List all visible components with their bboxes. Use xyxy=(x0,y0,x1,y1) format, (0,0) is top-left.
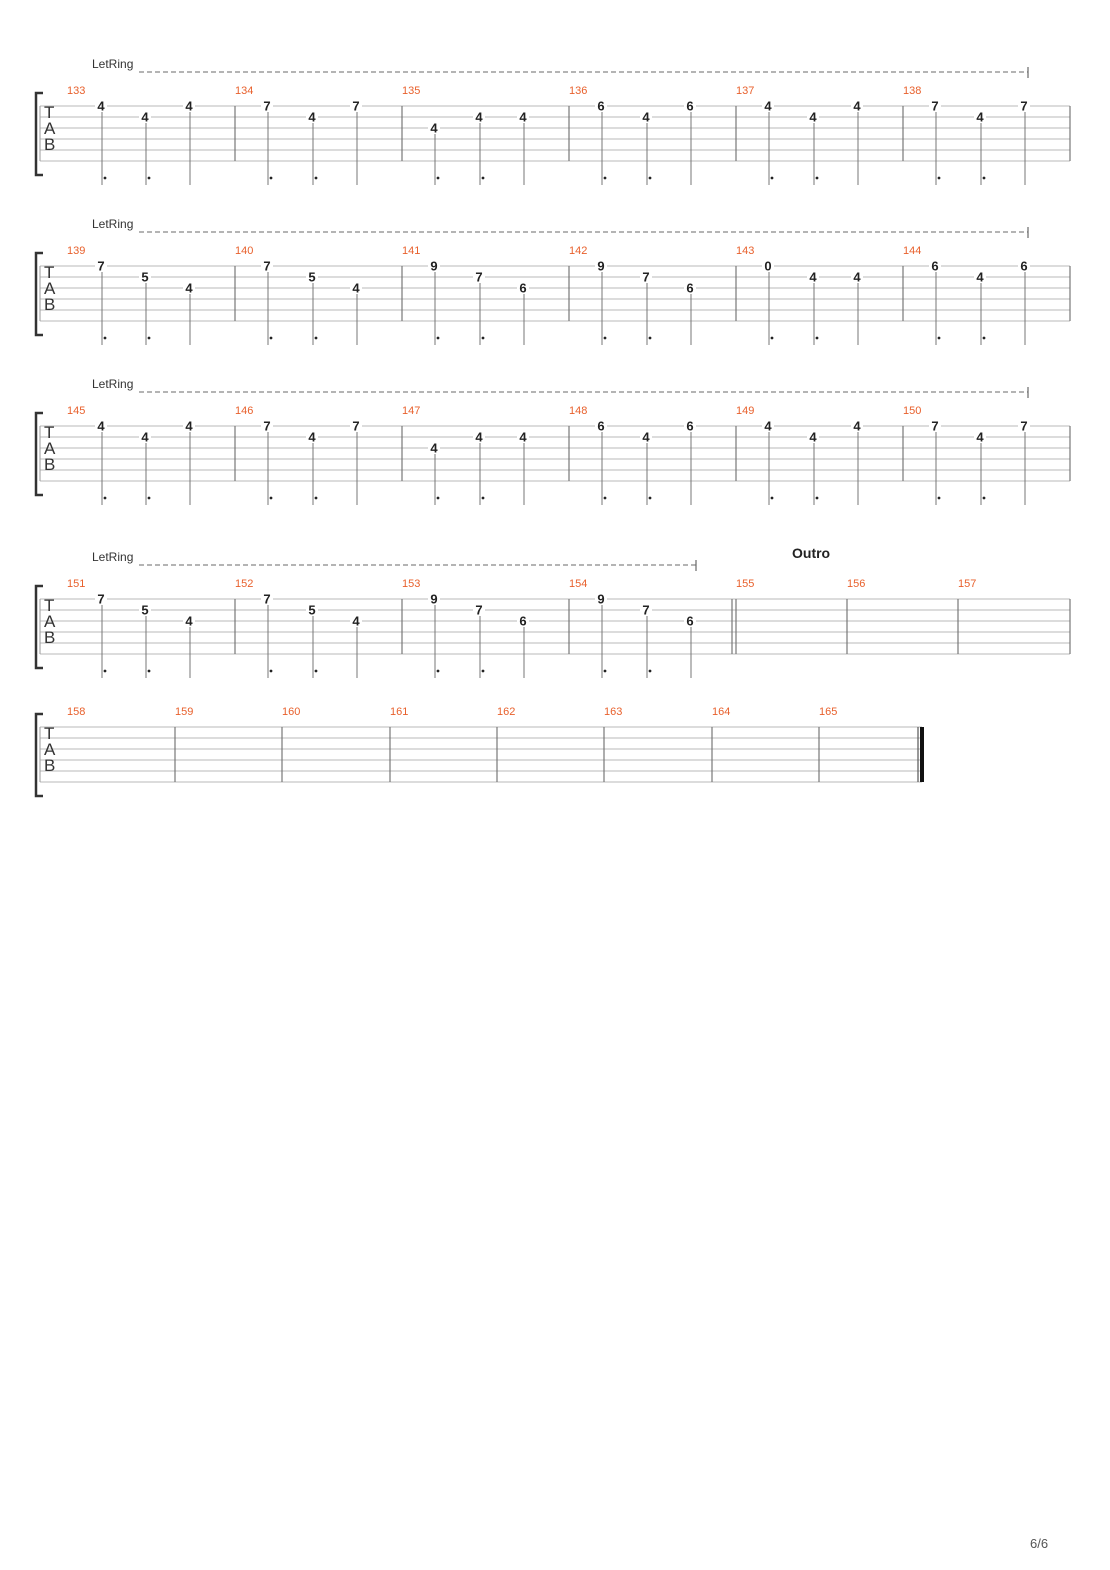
fret-number: 7 xyxy=(352,418,360,434)
tab-clef-b: B xyxy=(44,455,56,474)
measure-number: 137 xyxy=(736,85,755,97)
fret-number: 6 xyxy=(686,418,694,434)
measure-161 xyxy=(390,706,408,718)
rhythm-dot xyxy=(771,497,774,500)
measure-163 xyxy=(604,706,622,718)
fret-number: 6 xyxy=(686,98,694,114)
measure-number: 142 xyxy=(569,245,588,257)
measure-number: 133 xyxy=(67,85,86,97)
fret-number: 7 xyxy=(642,602,650,618)
fret-number: 4 xyxy=(352,280,360,296)
rhythm-dot xyxy=(437,337,440,340)
tab-clef-a: A xyxy=(44,740,56,759)
rhythm-dot xyxy=(148,497,151,500)
tab-clef-b: B xyxy=(44,756,56,775)
measure-number: 155 xyxy=(736,578,755,590)
measure-152 xyxy=(235,578,362,678)
measure-141 xyxy=(402,245,529,345)
rhythm-dot xyxy=(148,177,151,180)
fret-number: 4 xyxy=(853,418,861,434)
rhythm-dot xyxy=(437,670,440,673)
rhythm-dot xyxy=(983,497,986,500)
let-ring-label: LetRing xyxy=(92,550,134,564)
fret-number: 6 xyxy=(519,280,527,296)
tab-clef-t: T xyxy=(44,423,55,442)
tab-clef-b: B xyxy=(44,295,56,314)
let-ring-label: LetRing xyxy=(92,217,134,231)
fret-number: 6 xyxy=(597,418,605,434)
measure-149 xyxy=(736,405,863,505)
fret-number: 6 xyxy=(686,613,694,629)
fret-number: 4 xyxy=(185,418,193,434)
fret-number: 7 xyxy=(352,98,360,114)
measure-number: 144 xyxy=(903,245,922,257)
tab-clef-b: B xyxy=(44,628,56,647)
rhythm-dot xyxy=(482,670,485,673)
measure-number: 140 xyxy=(235,245,254,257)
fret-number: 4 xyxy=(642,109,650,125)
fret-number: 4 xyxy=(475,109,483,125)
measure-162 xyxy=(497,706,515,718)
fret-number: 4 xyxy=(97,98,105,114)
rhythm-dot xyxy=(104,337,107,340)
fret-number: 4 xyxy=(853,98,861,114)
measure-150 xyxy=(903,405,1030,505)
rhythm-dot xyxy=(482,177,485,180)
fret-number: 6 xyxy=(1020,258,1028,274)
section-label-outro: Outro xyxy=(792,545,831,561)
measure-number: 165 xyxy=(819,706,838,718)
rhythm-dot xyxy=(938,497,941,500)
measure-number: 139 xyxy=(67,245,86,257)
fret-number: 4 xyxy=(642,429,650,445)
measure-140 xyxy=(235,245,362,345)
rhythm-dot xyxy=(771,337,774,340)
rhythm-dot xyxy=(437,497,440,500)
let-ring-label: LetRing xyxy=(92,377,134,391)
fret-number: 4 xyxy=(976,429,984,445)
measure-164 xyxy=(712,706,730,718)
measure-151 xyxy=(67,578,195,678)
measure-142 xyxy=(569,245,696,345)
fret-number: 7 xyxy=(263,258,271,274)
rhythm-dot xyxy=(816,177,819,180)
tab-system xyxy=(36,217,1070,345)
fret-number: 4 xyxy=(519,429,527,445)
measure-139 xyxy=(67,245,195,345)
measure-135 xyxy=(402,85,529,185)
let-ring-label: LetRing xyxy=(92,57,134,71)
tab-system xyxy=(36,545,1070,678)
rhythm-dot xyxy=(816,337,819,340)
measure-147 xyxy=(402,405,529,505)
rhythm-dot xyxy=(315,670,318,673)
measure-number: 156 xyxy=(847,578,866,590)
measure-number: 141 xyxy=(402,245,421,257)
measure-number: 143 xyxy=(736,245,755,257)
measure-133 xyxy=(67,85,195,185)
rhythm-dot xyxy=(649,337,652,340)
fret-number: 7 xyxy=(97,258,105,274)
measure-number: 157 xyxy=(958,578,977,590)
rhythm-dot xyxy=(315,177,318,180)
measure-number: 159 xyxy=(175,706,194,718)
measure-number: 154 xyxy=(569,578,588,590)
fret-number: 4 xyxy=(475,429,483,445)
measure-number: 161 xyxy=(390,706,409,718)
fret-number: 4 xyxy=(976,109,984,125)
rhythm-dot xyxy=(482,337,485,340)
rhythm-dot xyxy=(148,670,151,673)
fret-number: 5 xyxy=(308,269,316,285)
measure-number: 150 xyxy=(903,405,922,417)
tab-clef-t: T xyxy=(44,724,55,743)
fret-number: 7 xyxy=(1020,418,1028,434)
measure-136 xyxy=(569,85,696,185)
measure-number: 135 xyxy=(402,85,421,97)
measure-number: 134 xyxy=(235,85,254,97)
measure-143 xyxy=(736,245,863,345)
fret-number: 4 xyxy=(809,109,817,125)
fret-number: 9 xyxy=(597,258,605,274)
tab-clef-a: A xyxy=(44,279,56,298)
rhythm-dot xyxy=(816,497,819,500)
fret-number: 4 xyxy=(809,429,817,445)
fret-number: 9 xyxy=(430,591,438,607)
tab-system xyxy=(36,706,924,796)
measure-number: 152 xyxy=(235,578,254,590)
fret-number: 4 xyxy=(185,613,193,629)
measure-137 xyxy=(736,85,863,185)
rhythm-dot xyxy=(983,337,986,340)
fret-number: 4 xyxy=(141,109,149,125)
measure-number: 148 xyxy=(569,405,588,417)
measure-144 xyxy=(903,245,1030,345)
measure-number: 147 xyxy=(402,405,421,417)
rhythm-dot xyxy=(482,497,485,500)
measure-160 xyxy=(282,706,300,718)
fret-number: 6 xyxy=(931,258,939,274)
rhythm-dot xyxy=(148,337,151,340)
fret-number: 7 xyxy=(931,98,939,114)
tab-system xyxy=(36,57,1070,185)
tab-clef-a: A xyxy=(44,119,56,138)
measure-number: 163 xyxy=(604,706,623,718)
tab-system xyxy=(36,377,1070,505)
rhythm-dot xyxy=(649,177,652,180)
fret-number: 7 xyxy=(642,269,650,285)
rhythm-dot xyxy=(437,177,440,180)
measure-158 xyxy=(67,706,85,718)
measure-134 xyxy=(235,85,362,185)
measure-138 xyxy=(903,85,1030,185)
fret-number: 4 xyxy=(352,613,360,629)
rhythm-dot xyxy=(270,177,273,180)
fret-number: 4 xyxy=(764,418,772,434)
fret-number: 5 xyxy=(141,602,149,618)
final-barline-thick xyxy=(920,727,924,782)
rhythm-dot xyxy=(270,670,273,673)
measure-number: 160 xyxy=(282,706,301,718)
fret-number: 4 xyxy=(97,418,105,434)
measure-165 xyxy=(819,706,837,718)
rhythm-dot xyxy=(270,497,273,500)
fret-number: 6 xyxy=(597,98,605,114)
rhythm-dot xyxy=(649,670,652,673)
measure-154 xyxy=(569,578,696,678)
fret-number: 4 xyxy=(764,98,772,114)
fret-number: 7 xyxy=(1020,98,1028,114)
tab-clef-a: A xyxy=(44,439,56,458)
rhythm-dot xyxy=(771,177,774,180)
fret-number: 4 xyxy=(976,269,984,285)
rhythm-dot xyxy=(270,337,273,340)
measure-number: 162 xyxy=(497,706,516,718)
fret-number: 4 xyxy=(141,429,149,445)
rhythm-dot xyxy=(315,497,318,500)
fret-number: 7 xyxy=(263,418,271,434)
rhythm-dot xyxy=(104,497,107,500)
fret-number: 6 xyxy=(686,280,694,296)
measure-155 xyxy=(736,578,754,590)
fret-number: 7 xyxy=(263,591,271,607)
rhythm-dot xyxy=(983,177,986,180)
measure-146 xyxy=(235,405,362,505)
tab-clef-t: T xyxy=(44,596,55,615)
fret-number: 4 xyxy=(430,440,438,456)
fret-number: 7 xyxy=(97,591,105,607)
measure-number: 153 xyxy=(402,578,421,590)
measure-145 xyxy=(67,405,195,505)
tab-clef-t: T xyxy=(44,103,55,122)
fret-number: 7 xyxy=(475,602,483,618)
fret-number: 5 xyxy=(141,269,149,285)
fret-number: 7 xyxy=(475,269,483,285)
measure-153 xyxy=(402,578,529,678)
fret-number: 4 xyxy=(308,429,316,445)
fret-number: 4 xyxy=(519,109,527,125)
rhythm-dot xyxy=(604,670,607,673)
measure-number: 151 xyxy=(67,578,86,590)
rhythm-dot xyxy=(604,177,607,180)
rhythm-dot xyxy=(104,177,107,180)
rhythm-dot xyxy=(604,497,607,500)
fret-number: 4 xyxy=(185,98,193,114)
measure-148 xyxy=(569,405,696,505)
fret-number: 9 xyxy=(430,258,438,274)
fret-number: 4 xyxy=(853,269,861,285)
measure-number: 146 xyxy=(235,405,254,417)
fret-number: 0 xyxy=(764,258,772,274)
fret-number: 4 xyxy=(185,280,193,296)
measure-number: 136 xyxy=(569,85,588,97)
measure-number: 149 xyxy=(736,405,755,417)
measure-number: 158 xyxy=(67,706,86,718)
measure-number: 138 xyxy=(903,85,922,97)
tab-clef-a: A xyxy=(44,612,56,631)
tab-clef-b: B xyxy=(44,135,56,154)
rhythm-dot xyxy=(938,177,941,180)
measure-156 xyxy=(847,578,865,590)
fret-number: 7 xyxy=(931,418,939,434)
tab-clef-t: T xyxy=(44,263,55,282)
rhythm-dot xyxy=(604,337,607,340)
fret-number: 9 xyxy=(597,591,605,607)
fret-number: 7 xyxy=(263,98,271,114)
page-number: 6/6 xyxy=(1030,1536,1049,1551)
measure-number: 164 xyxy=(712,706,731,718)
fret-number: 5 xyxy=(308,602,316,618)
rhythm-dot xyxy=(649,497,652,500)
rhythm-dot xyxy=(938,337,941,340)
fret-number: 6 xyxy=(519,613,527,629)
fret-number: 4 xyxy=(430,120,438,136)
rhythm-dot xyxy=(315,337,318,340)
measure-number: 145 xyxy=(67,405,86,417)
measure-157 xyxy=(958,578,976,590)
fret-number: 4 xyxy=(308,109,316,125)
rhythm-dot xyxy=(104,670,107,673)
measure-159 xyxy=(175,706,193,718)
fret-number: 4 xyxy=(809,269,817,285)
